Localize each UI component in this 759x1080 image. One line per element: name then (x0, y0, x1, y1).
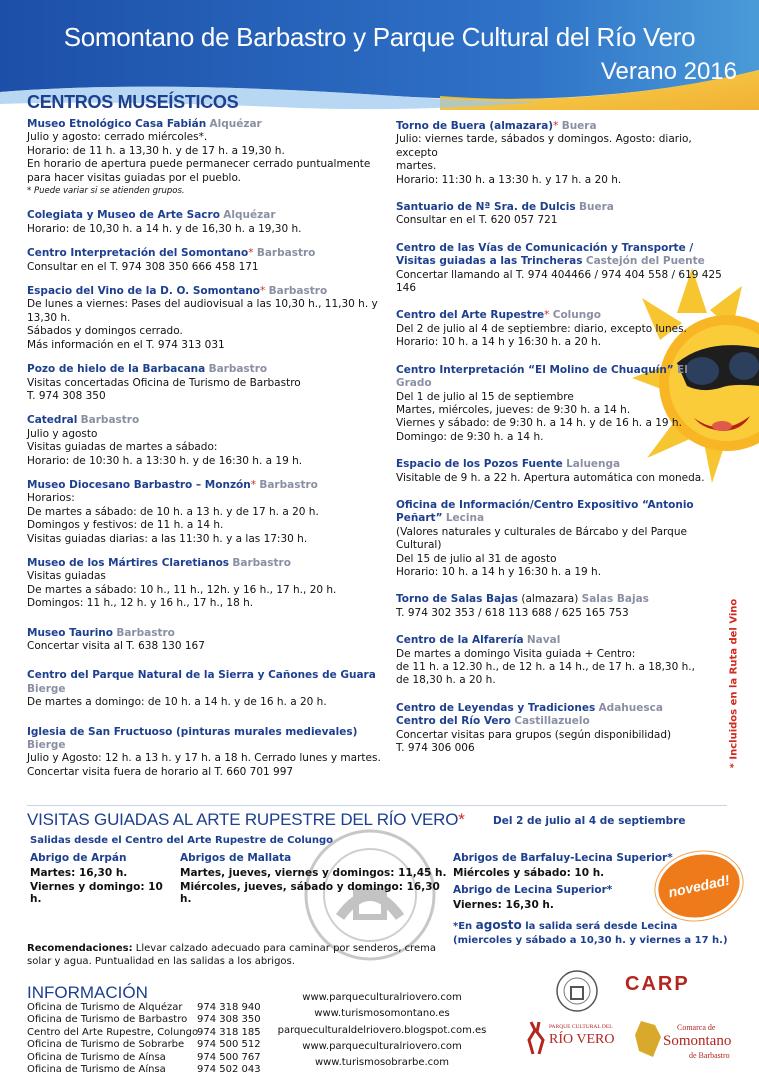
entry-line: De martes a domingo: de 10 h. a 14 h. y de 16 h. a 20 h. (27, 696, 327, 709)
entry-colegiata (27, 209, 382, 236)
entry-line: Del 1 de julio al 15 de septiembre (396, 390, 574, 403)
entry-line: Julio y agosto (27, 427, 98, 440)
entry-line: Martes, miércoles, jueves: de 9:30 h. a 14 h. (396, 403, 631, 416)
entry-name: Centro del Arte Rupestre (396, 309, 545, 322)
entry-catedral (27, 414, 382, 468)
group-name: Abrigo de Arpán (30, 852, 127, 864)
entry-parque-guara (27, 669, 382, 709)
entry-line: Horario: 10 h. a 14 h y 16:30 h. a 19 h. (396, 565, 602, 578)
group-line: Miércoles y sábado: 10 h. (453, 867, 605, 879)
entry-line: Del 15 de julio al 31 de agosto (396, 552, 557, 565)
entry-name: Pozo de hielo de la Barbacana (27, 363, 206, 376)
group-line: Miércoles, jueves, sábado y domingo: 16,30 h. (180, 881, 440, 905)
entry-location: Barbastro (80, 414, 140, 427)
info-title: INFORMACIÓN (27, 983, 148, 1002)
left-column (27, 118, 382, 790)
entry-location: Barbastro (232, 556, 291, 569)
entry-line: De lunes a viernes: Pases del audiovisual a las 10,30 h., 11,30 h. y (27, 298, 378, 311)
entry-line: Viernes y sábado: de 9:30 h. a 14 h. y de 16 h. a 19 h. (396, 417, 682, 430)
entry-line: Visitas concertadas Oficina de Turismo de Barbastro (27, 376, 301, 389)
agosto-note (453, 918, 728, 948)
info-row (27, 1014, 261, 1026)
entry-line: De martes a domingo Visita guiada + Centro: (396, 647, 636, 660)
novedad-badge-text: novedad! (666, 871, 732, 901)
entry-alfareria (396, 634, 726, 688)
entry-line: Horario: de 11 h. a 13,30 h. y de 17 h. a 19,30 h. (27, 144, 285, 157)
visitas-dates: Del 2 de julio al 4 de septiembre (493, 815, 686, 827)
entry-line: Visitas guiadas de martes a sábado: (27, 441, 218, 454)
entry-line: T. 974 306 006 (396, 742, 475, 755)
entry-name: Centro del Parque Natural de la Sierra y Cañones de Guara (27, 669, 376, 682)
entry-name: Museo Taurino (27, 626, 113, 639)
agosto-note-line2: (miercoles y sábado a 10,30 h. y viernes a 17 h.) (453, 935, 728, 946)
entry-location-2: Castillazuelo (514, 715, 590, 728)
office-name: Oficina de Turismo de Aínsa (27, 1064, 166, 1076)
entry-location: Laluenga (566, 458, 621, 471)
entry-pozo-hielo (27, 363, 382, 403)
visitas-salidas: Salidas desde el Centro del Arte Rupestre de Colungo (30, 835, 334, 846)
group-mallata (180, 852, 450, 907)
ruta-vino-note (729, 600, 743, 770)
website-link[interactable]: parqueculturaldelriovero.blogspot.com.es (277, 1024, 487, 1036)
entry-line: Sábados y domingos cerrado. (27, 325, 183, 338)
website-link[interactable]: www.parqueculturalriovero.com (302, 1040, 462, 1052)
entry-line: Más información en el T. 974 313 031 (27, 338, 225, 351)
entry-name: Centro Interpretación del Somontano (27, 247, 249, 260)
entry-line: Consultar en el T. 974 308 350 666 458 171 (27, 260, 259, 273)
entry-line: Horario: de 10,30 h. a 14 h. y de 16,30 h. a 19,30 h. (27, 222, 302, 235)
entry-location: Barbastro (259, 478, 318, 491)
entry-line: Horario: 10 h. a 14 h y 16:30 h. a 20 h. (396, 336, 602, 349)
entry-name: Torno de Salas Bajas (396, 593, 519, 606)
entry-line: 13,30 h. (27, 311, 71, 324)
visitas-title-text: VISITAS GUIADAS AL ARTE RUPESTRE DEL RÍO VERO (27, 810, 459, 829)
entry-line: En horario de apertura puede permanecer cerrado puntualmente (27, 158, 371, 171)
group-line: Viernes: 16,30 h. (453, 899, 554, 911)
heritage-seal-logo (555, 969, 599, 1013)
entry-line: (Valores naturales y culturales de Bárcabo y del Parque Cultural) (396, 525, 687, 552)
entry-name-plain: (almazara) (518, 593, 579, 606)
info-row (27, 1064, 261, 1076)
entry-leyendas (396, 702, 726, 756)
entry-line: Julio: viernes tarde, sábados y domingos. Agosto: diario, excepto (396, 133, 692, 159)
entry-name-2: Visitas guiadas a las Trincheras (396, 255, 583, 268)
office-name: Oficina de Turismo de Barbastro (27, 1014, 188, 1026)
entry-location: Barbastro (208, 363, 268, 376)
entry-line: de 18,30 h. a 20 h. (396, 674, 496, 687)
entry-location: Barbastro (256, 247, 316, 260)
entry-torno-buera (396, 120, 726, 187)
entry-name: Museo Diocesano Barbastro – Monzón (27, 478, 251, 491)
entry-note: * Puede variar si se atienden grupos. (27, 186, 185, 197)
entry-centro-somontano (27, 247, 382, 274)
entry-santuario-dulcis (396, 201, 726, 228)
rio-vero-figures-icon (525, 1020, 547, 1056)
entry-location: Lecina (445, 512, 485, 525)
entry-line: Domingos: 11 h., 12 h. y 16 h., 17 h., 18 h. (27, 597, 254, 610)
section-title-centros: CENTROS MUSEÍSTICOS (27, 92, 239, 112)
entry-location: Salas Bajas (581, 593, 649, 606)
entry-location: Buera (561, 120, 597, 132)
recomendaciones-label: Recomendaciones: (27, 943, 133, 954)
entry-martires (27, 557, 382, 611)
entry-line: De martes a sábado: de 10 h. a 13 h. y de 17 h. a 20 h. (27, 505, 319, 518)
ruta-vino-note-text: * Incluidos en la Ruta del Vino (728, 598, 740, 769)
section-divider (27, 805, 727, 806)
entry-line: Del 2 de julio al 4 de septiembre: diario, excepto lunes. (396, 322, 687, 335)
entry-line: Domingos y festivos: de 11 h. a 14 h. (27, 519, 224, 532)
entry-name: Oficina de Información/Centro Expositivo “Antonio Peñart” (396, 498, 694, 525)
office-name: Centro del Arte Rupestre, Colungo (27, 1026, 199, 1038)
group-line: Martes, jueves, viernes y domingos: 11,45 h. (180, 867, 447, 879)
group-name: Abrigos de Barfaluy-Lecina Superior* (453, 852, 673, 864)
entry-line: Visitas guiadas (27, 570, 106, 583)
ruta-vino-star: * (458, 810, 465, 829)
entry-line: De martes a sábado: 10 h., 11 h., 12h. y 16 h., 17 h., 20 h. (27, 583, 337, 596)
entry-location: Adahuesca (598, 701, 663, 714)
office-phone: 974 502 043 (197, 1064, 261, 1076)
entry-san-fructuoso (27, 726, 382, 780)
entry-location: Bierge (27, 682, 66, 695)
office-name: Oficina de Turismo de Sobrarbe (27, 1039, 185, 1051)
entry-name: Centro de las Vías de Comunicación y Transporte / (396, 241, 694, 254)
entry-name: Colegiata y Museo de Arte Sacro (27, 209, 220, 222)
entry-location: Bierge (27, 739, 66, 752)
office-name: Oficina de Turismo de Aínsa (27, 1051, 166, 1063)
rio-vero-top: PARQUE CULTURAL DEL (549, 1024, 613, 1030)
ruta-vino-star: * (250, 478, 256, 491)
group-lecina (453, 884, 683, 913)
entry-line: Visitable de 9 h. a 22 h. Apertura automática con moneda. (396, 471, 705, 484)
entry-line: de 11 h. a 12.30 h., de 12 h. a 14 h., de 17 h. a 18,30 h., (396, 661, 695, 673)
right-column (396, 120, 726, 766)
comarca-label: Comarca de (677, 1023, 716, 1032)
entry-line: Concertar visitas para grupos (según disponibilidad) (396, 728, 672, 741)
entry-museo-diocesano (27, 479, 382, 546)
entry-name: Espacio del Vino de la D. O. Somontano (27, 285, 261, 298)
group-name: Abrigos de Mallata (180, 852, 292, 864)
entry-molino-chuaquin (396, 364, 726, 444)
entry-name: Centro de Leyendas y Tradiciones (396, 701, 596, 714)
info-row (27, 1002, 261, 1014)
rio-vero-logo (525, 1020, 625, 1065)
somontano-label: Somontano (663, 1033, 732, 1049)
entry-line: Julio y agosto: cerrado miércoles*. (27, 131, 208, 144)
office-name: Oficina de Turismo de Alquézar (27, 1002, 183, 1013)
group-line: Martes: 16,30 h. (30, 867, 128, 879)
group-arpan (30, 852, 170, 907)
entry-pozos-fuente (396, 458, 726, 485)
info-row (27, 1027, 261, 1039)
entry-espacio-vino (27, 285, 382, 352)
group-line: Viernes y domingo: 10 h. (30, 881, 163, 905)
entry-line: Domingo: de 9:30 h. a 14 h. (396, 430, 544, 443)
entry-location: Alquézar (223, 209, 276, 222)
entry-name: Catedral (27, 414, 78, 427)
entry-location: Alquézar (209, 118, 262, 130)
recomendaciones (27, 942, 447, 968)
entry-line: Horario: 11:30 h. a 13:30 h. y 17 h. a 20 h. (396, 173, 622, 186)
entry-name: Santuario de Nª Sra. de Dulcis (396, 201, 576, 214)
entry-line: martes. (396, 160, 437, 173)
rio-vero-text: RÍO VERO (549, 1032, 615, 1047)
comarca-map-icon (633, 1019, 663, 1059)
ruta-vino-star: * (544, 309, 550, 322)
website-link[interactable]: www.turismosomontano.es (314, 1008, 450, 1020)
website-link[interactable]: www.turismosobrarbe.com (314, 1057, 450, 1069)
entry-line: T. 974 302 353 / 618 113 688 / 625 165 753 (396, 606, 629, 619)
page-title: Somontano de Barbastro y Parque Cultural del Río Vero (63, 22, 696, 52)
entry-museo-taurino (27, 627, 382, 654)
group-barfaluy (453, 852, 683, 881)
entry-location: Naval (526, 634, 561, 647)
agosto-note-pre: *En (453, 921, 476, 932)
entry-name-2: Centro del Río Vero (396, 715, 511, 728)
entry-name: Centro de la Alfarería (396, 634, 524, 647)
entry-location: Buera (578, 201, 614, 214)
entry-arte-rupestre (396, 309, 726, 349)
website-list (262, 990, 502, 1071)
entry-line: Julio y Agosto: 12 h. a 13 h. y 17 h. a 18 h. Cerrado lunes y martes. (27, 752, 381, 765)
entry-line: Visitas guiadas diarias: a las 11:30 h. y a las 17:30 h. (27, 532, 308, 545)
info-table (27, 1002, 261, 1076)
entry-name: Espacio de los Pozos Fuente (396, 458, 563, 471)
ruta-vino-star: * (260, 285, 266, 298)
page-subtitle: Verano 2016 (600, 58, 737, 85)
entry-line: Concertar visita fuera de horario al T. 660 701 997 (27, 765, 294, 778)
entry-location: Barbastro (116, 626, 175, 639)
entry-line: Horarios: (27, 492, 75, 505)
entry-line: Consultar en el T. 620 057 721 (396, 214, 558, 227)
office-phone: 974 318 185 (197, 1026, 261, 1038)
entry-vias-comunicacion (396, 242, 726, 296)
entry-casa-fabian (27, 118, 382, 198)
office-phone: 974 308 350 (197, 1014, 261, 1026)
entry-name: Museo Etnológico Casa Fabián (27, 118, 207, 130)
entry-antonio-penart (396, 499, 726, 579)
entry-line: T. 974 308 350 (27, 389, 106, 402)
entry-location: El Grado (396, 363, 688, 390)
carp-logo (625, 973, 695, 1003)
entry-location: Colungo (552, 309, 601, 322)
entry-location: Castejón del Puente (585, 255, 705, 268)
entry-name: Museo de los Mártires Claretianos (27, 556, 230, 569)
carp-logo-text: CARP (625, 973, 690, 995)
entry-name: Torno de Buera (almazara) (396, 120, 554, 132)
entry-name: Centro Interpretación “El Molino de Chuaquín” (396, 363, 674, 376)
entry-line: para hacer visitas guiadas por el pueblo. (27, 171, 242, 184)
agosto-note-highlight: agosto (475, 918, 522, 932)
recomendaciones-text: Llevar calzado adecuado para caminar por senderos, crema solar y agua. Puntualidad en las salidas a los abrigos. (27, 943, 437, 967)
entry-location: Barbastro (268, 285, 328, 298)
ruta-vino-star: * (553, 120, 559, 132)
office-phone: 974 500 512 (197, 1039, 261, 1051)
sponsor-logos (515, 965, 750, 1075)
info-row (27, 1052, 261, 1064)
entry-line: Concertar llamando al T. 974 404466 / 974 404 558 / 619 425 146 (396, 268, 722, 295)
entry-line: Concertar visita al T. 638 130 167 (27, 640, 205, 652)
entry-name: Iglesia de San Fructuoso (pinturas murales medievales) (27, 725, 358, 738)
office-phone: 974 500 767 (197, 1051, 261, 1063)
comarca-somontano-logo (633, 1017, 748, 1067)
group-name: Abrigo de Lecina Superior* (453, 884, 613, 896)
entry-salas-bajas (396, 593, 726, 620)
entry-line: Horario: de 10:30 h. a 13:30 h. y de 16:30 h. a 19 h. (27, 454, 303, 467)
agosto-note-post: la salida será desde Lecina (521, 921, 678, 932)
ruta-vino-star: * (248, 247, 254, 260)
barbastro-label: de Barbastro (689, 1051, 730, 1060)
office-phone: 974 318 940 (197, 1002, 261, 1013)
website-link[interactable]: www.parqueculturalriovero.com (302, 992, 462, 1003)
info-row (27, 1039, 261, 1051)
